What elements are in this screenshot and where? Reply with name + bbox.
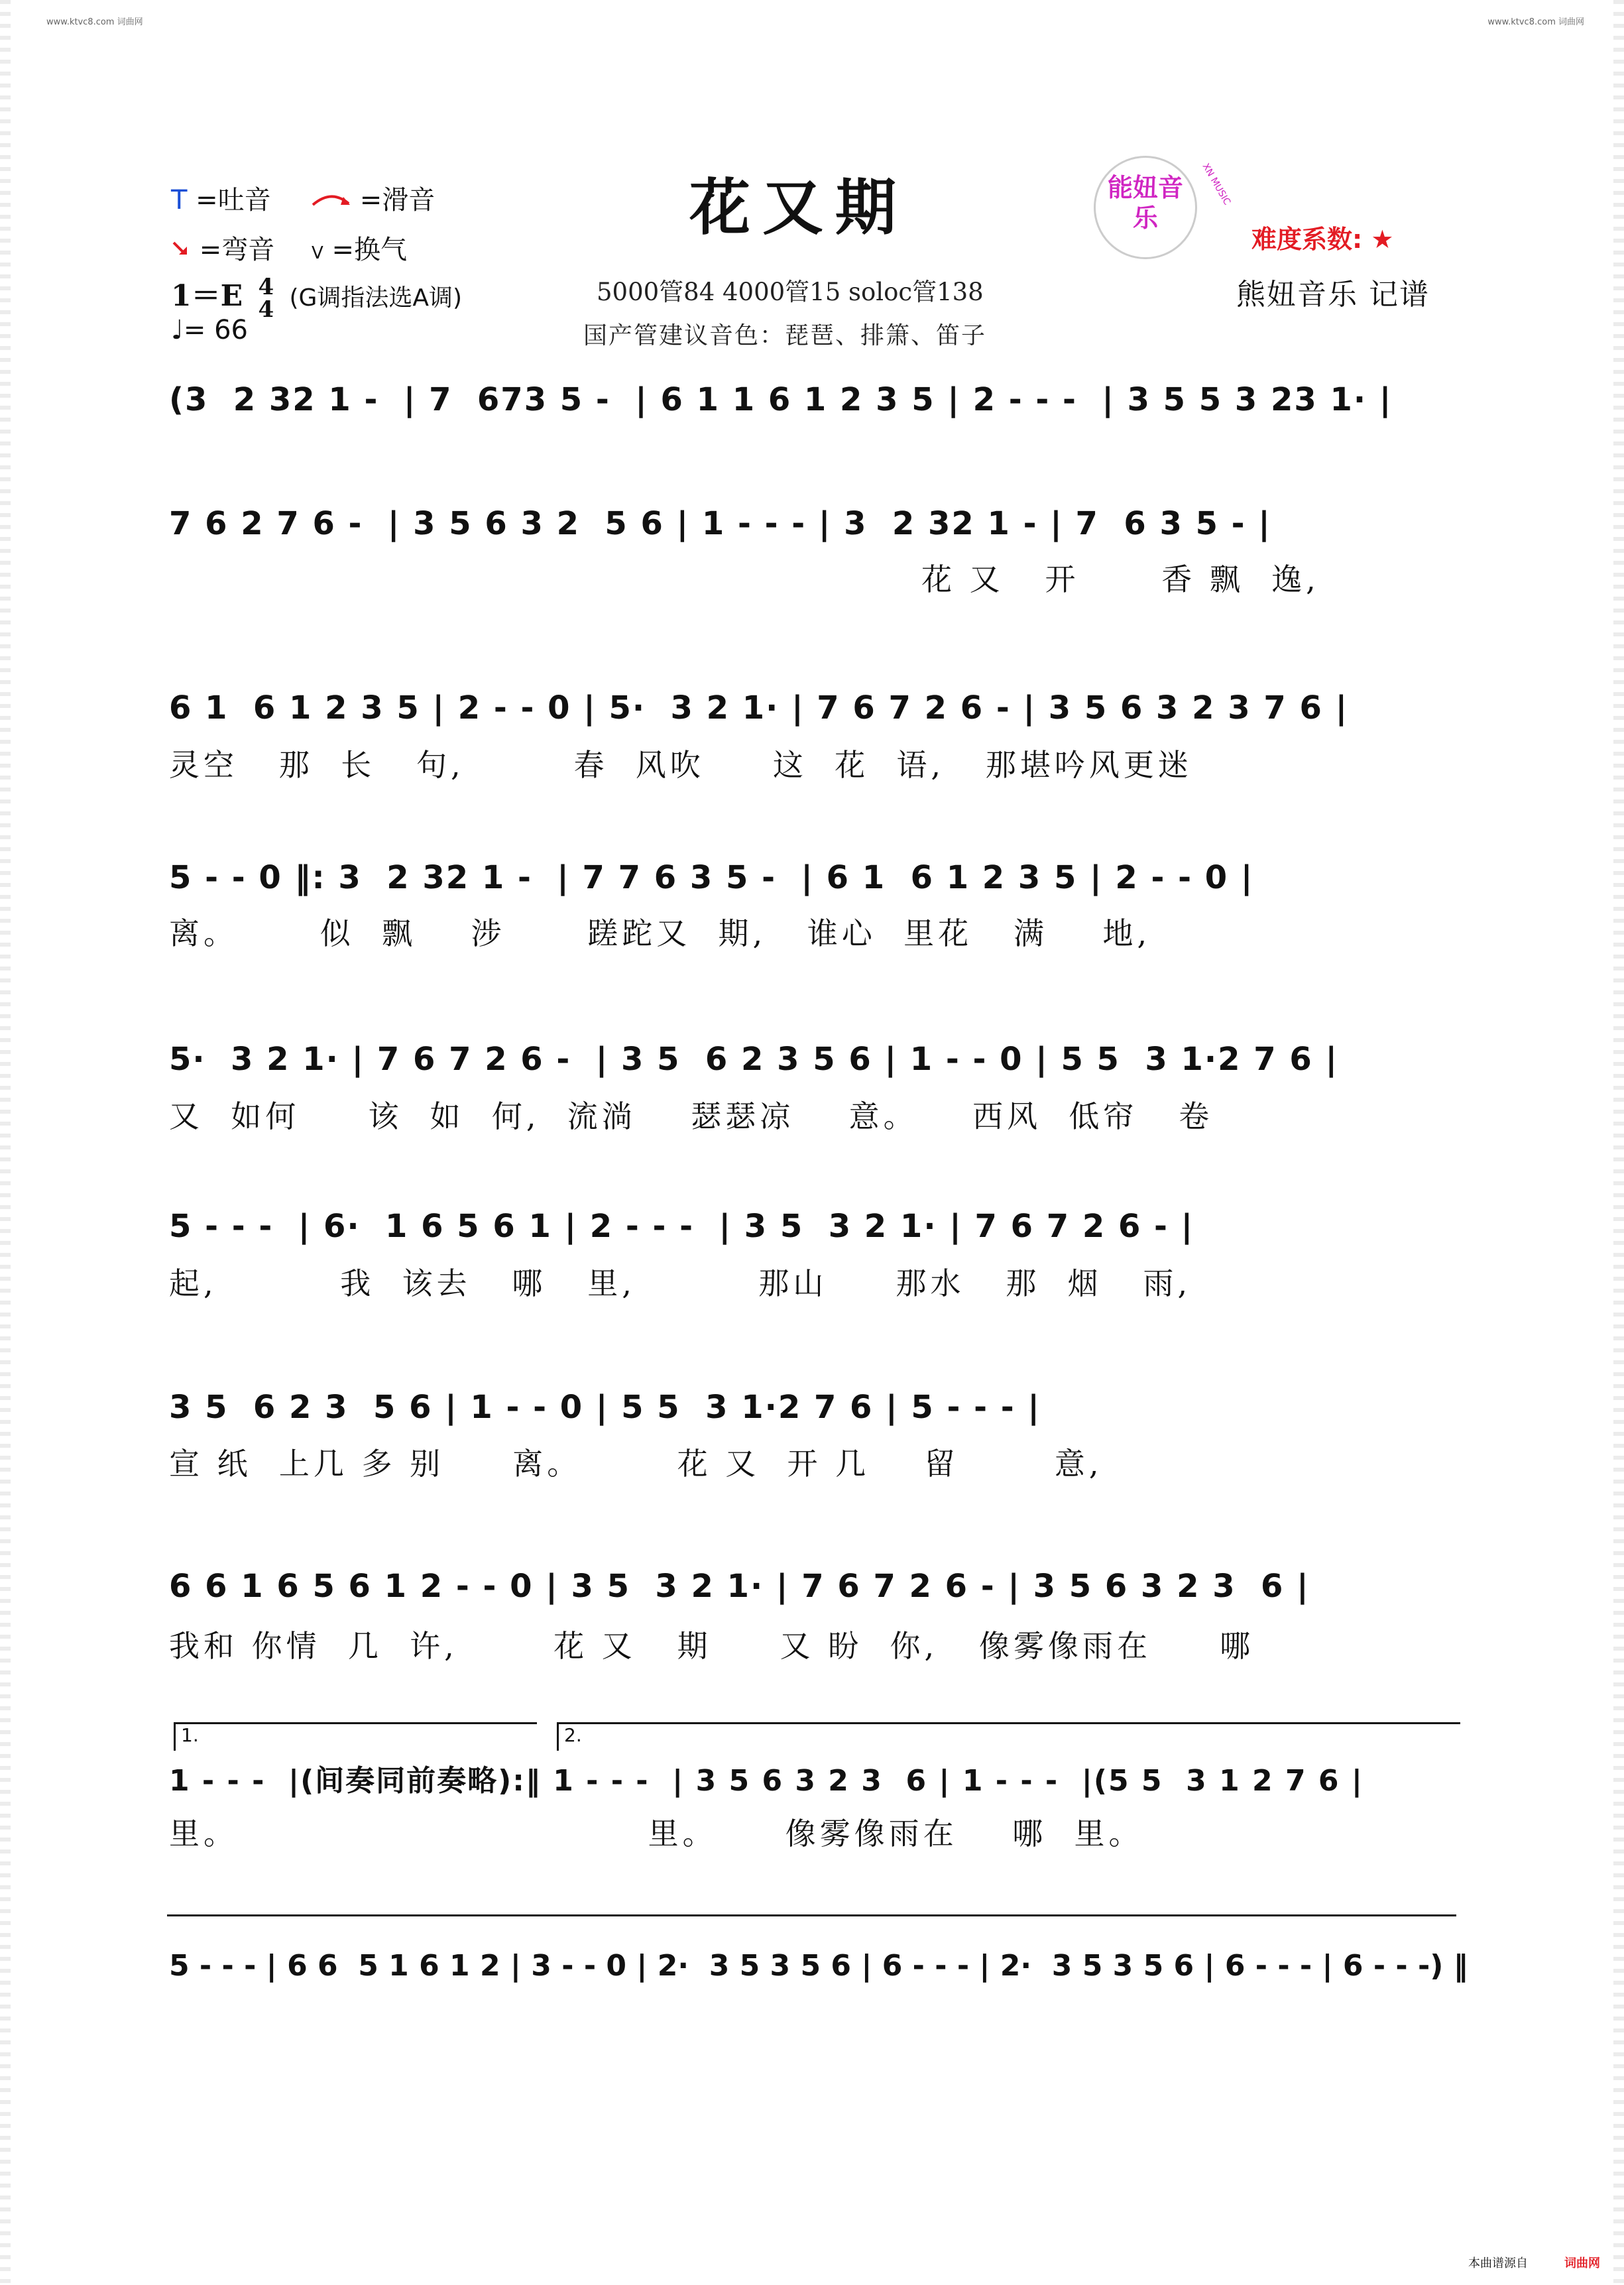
lyrics-row-8: 我和 你情 几 许, 花 又 期 又 盼 你, 像雾像雨在 哪	[169, 1628, 1255, 1664]
breath-label: =换气	[331, 235, 408, 265]
arranger: 熊妞音乐 记谱	[1236, 278, 1430, 312]
logo-text: 能妞音乐	[1107, 173, 1183, 233]
lyrics-row-3: 灵空 那 长 句, 春 风吹 这 花 语, 那堪吟风更迷	[169, 747, 1192, 783]
time-bottom: 4	[258, 296, 274, 323]
key-note: (G调指法选A调)	[289, 284, 463, 312]
tempo: ♩= 66	[171, 315, 248, 345]
slide-label: =滑音	[359, 185, 435, 215]
difficulty-rating: 难度系数: ★	[1251, 225, 1394, 254]
volta-1-label: 1.	[181, 1724, 199, 1746]
score-row-4: 5 - - 0 ‖: 3 2 32 1 - | 7 7 6 3 5 - | 6 1 6 1 2 3 5 | 2 - - 0 |	[169, 859, 1254, 896]
slide-arrow-icon	[312, 189, 351, 209]
lyrics-row-9: 里。 里。 像雾像雨在 哪 里。	[169, 1816, 1143, 1851]
lyrics-row-5: 又 如何 该 如 何, 流淌 瑟瑟凉 意。 西风 低帘 卷	[169, 1098, 1214, 1134]
suggest-info: 国产管建议音色：琵琶、排箫、笛子	[583, 322, 987, 349]
bend-label: =弯音	[199, 235, 275, 265]
left-margin-watermark	[0, 0, 11, 2285]
key-label: 1＝E	[171, 279, 243, 313]
key-signature	[171, 272, 462, 321]
logo-ring-text: XN MUSIC	[1200, 161, 1233, 207]
lyrics-row-6: 起, 我 该去 哪 里, 那山 那水 那 烟 雨,	[169, 1265, 1192, 1301]
header-left: www.ktvc8.com 词曲网	[46, 17, 143, 27]
volta-bracket-2	[557, 1722, 1460, 1751]
breath-icon: V	[312, 243, 323, 263]
score-row-9: 1 - - - |(间奏同前奏略):‖ 1 - - - | 3 5 6 3 2 3 6 | 1 - - - |(5 5 3 1 2 7 6 |	[169, 1764, 1363, 1798]
score-row-5: 5· 3 2 1· | 7 6 7 2 6 - | 3 5 6 2 3 5 6 | 1 - - 0 | 5 5 3 1·2 7 6 |	[169, 1041, 1338, 1078]
logo	[1094, 156, 1197, 259]
lyrics-row-7: 宣 纸 上几 多 别 离。 花 又 开 几 留 意,	[169, 1446, 1103, 1482]
score-row-3: 6 1 6 1 2 3 5 | 2 - - 0 | 5· 3 2 1· | 7 6 7 2 6 - | 3 5 6 3 2 3 7 6 |	[169, 689, 1349, 727]
legend-slide	[312, 179, 435, 217]
footer-brand: 词曲网	[1564, 2256, 1600, 2270]
bend-arrow-icon	[171, 239, 191, 259]
time-top: 4	[258, 273, 274, 300]
volta-bracket-1	[174, 1722, 537, 1751]
score-row-8: 6 6 1 6 5 6 1 2 - - 0 | 3 5 3 2 1· | 7 6 7 2 6 - | 3 5 6 3 2 3 6 |	[169, 1568, 1310, 1605]
legend-tongue	[171, 179, 271, 217]
header-right: www.ktvc8.com 词曲网	[1487, 17, 1584, 27]
page-title: 花又期	[689, 172, 909, 243]
score-row-10: 5 - - - | 6 6 5 1 6 1 2 | 3 - - 0 | 2· 3 5 3 5 6 | 6 - - - | 2· 3 5 3 5 6 | 6 - - - | 6 - - -) ‖	[169, 1949, 1468, 1983]
right-margin-watermark	[1613, 0, 1624, 2285]
lyrics-row-4: 离。 似 飘 涉 蹉跎又 期, 谁心 里花 满 地,	[169, 915, 1151, 951]
footer-source: 本曲谱源自	[1468, 2256, 1528, 2270]
tongue-label: =吐音	[196, 185, 271, 215]
tongue-icon: T	[171, 185, 188, 215]
volta-2-label: 2.	[564, 1724, 582, 1746]
score-row-7: 3 5 6 2 3 5 6 | 1 - - 0 | 5 5 3 1·2 7 6 | 5 - - - |	[169, 1389, 1041, 1426]
lyrics-row-2: 花 又 开 香 飘 逸,	[921, 561, 1320, 597]
legend-bend	[171, 229, 274, 266]
pipe-info: 5000管84 4000管15 soloc管138	[597, 278, 984, 306]
score-row-1: (3 2 32 1 - | 7 673 5 - | 6 1 1 6 1 2 3 5 | 2 - - - | 3 5 5 3 23 1· |	[169, 381, 1393, 418]
time-signature	[258, 273, 274, 323]
score-row-2: 7 6 2 7 6 - | 3 5 6 3 2 5 6 | 1 - - - | 3 2 32 1 - | 7 6 3 5 - |	[169, 505, 1271, 542]
ending-rule	[167, 1914, 1456, 1916]
score-row-6: 5 - - - | 6· 1 6 5 6 1 | 2 - - - | 3 5 3 2 1· | 7 6 7 2 6 - |	[169, 1208, 1194, 1245]
legend-breath	[312, 229, 407, 266]
